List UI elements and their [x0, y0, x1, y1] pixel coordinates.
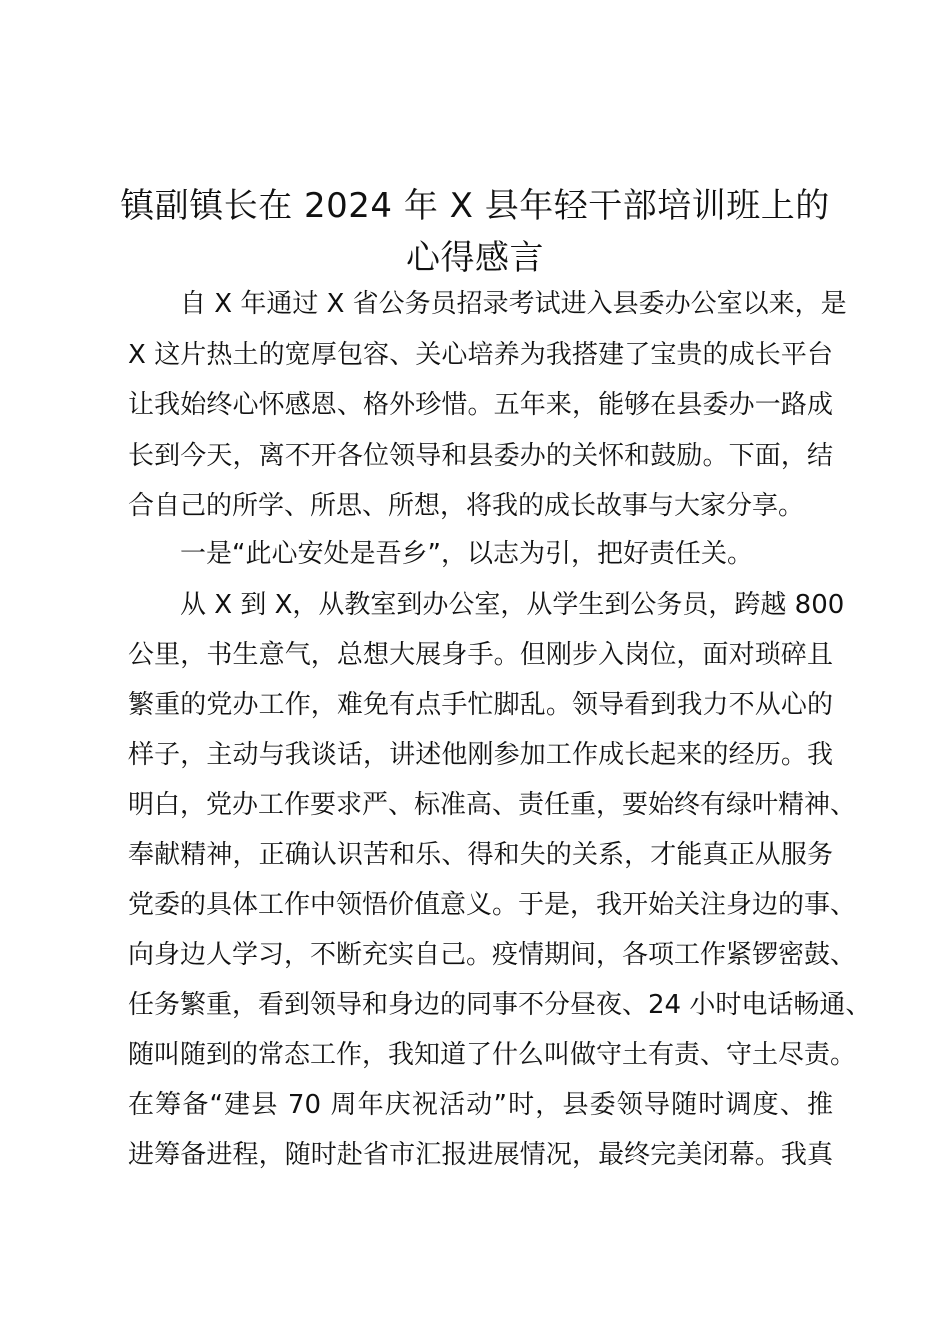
paragraph-1-line-3: 让我始终心怀感恩、格外珍惜。五年来，能够在县委办一路成 [128, 390, 833, 420]
paragraph-1-line-1: 自 X 年通过 X 省公务员招录考试进入县委办公室以来，是 [180, 289, 847, 319]
paragraph-2-line-1: 一是“此心安处是吾乡”，以志为引，把好责任关。 [180, 539, 753, 569]
paragraph-3-line-6: 奉献精神，正确认识苦和乐、得和失的关系，才能真正从服务 [128, 840, 833, 870]
paragraph-3-line-9: 任务繁重，看到领导和身边的同事不分昼夜、24 小时电话畅通、 [128, 990, 872, 1020]
paragraph-3-line-1: 从 X 到 X，从教室到办公室，从学生到公务员，跨越 800 [180, 590, 845, 620]
paragraph-1-line-2: X 这片热土的宽厚包容、关心培养为我搭建了宝贵的成长平台 [128, 340, 833, 370]
paragraph-3-line-4: 样子，主动与我谈话，讲述他刚参加工作成长起来的经历。我 [128, 740, 833, 770]
paragraph-3-line-11: 在筹备“建县 70 周年庆祝活动”时，县委领导随时调度、推 [128, 1090, 833, 1120]
paragraph-3-line-3: 繁重的党办工作，难免有点手忙脚乱。领导看到我力不从心的 [128, 690, 833, 720]
document-title-line-2: 心得感言 [406, 238, 544, 278]
document-title-line-1: 镇副镇长在 2024 年 X 县年轻干部培训班上的 [120, 186, 830, 226]
paragraph-3-line-2: 公里，书生意气，总想大展身手。但刚步入岗位，面对琐碎且 [128, 640, 833, 670]
paragraph-1-line-5: 合自己的所学、所思、所想，将我的成长故事与大家分享。 [128, 491, 805, 521]
paragraph-3-line-8: 向身边人学习，不断充实自己。疫情期间，各项工作紧锣密鼓、 [128, 940, 857, 970]
paragraph-3-line-10: 随叫随到的常态工作，我知道了什么叫做守土有责、守土尽责。 [128, 1040, 857, 1070]
paragraph-3-line-7: 党委的具体工作中领悟价值意义。于是，我开始关注身边的事、 [128, 890, 857, 920]
paragraph-3-line-5: 明白，党办工作要求严、标准高、责任重，要始终有绿叶精神、 [128, 790, 857, 820]
paragraph-1-line-4: 长到今天，离不开各位领导和县委办的关怀和鼓励。下面，结 [128, 441, 833, 471]
paragraph-3-line-12: 进筹备进程，随时赴省市汇报进展情况，最终完美闭幕。我真 [128, 1140, 833, 1170]
